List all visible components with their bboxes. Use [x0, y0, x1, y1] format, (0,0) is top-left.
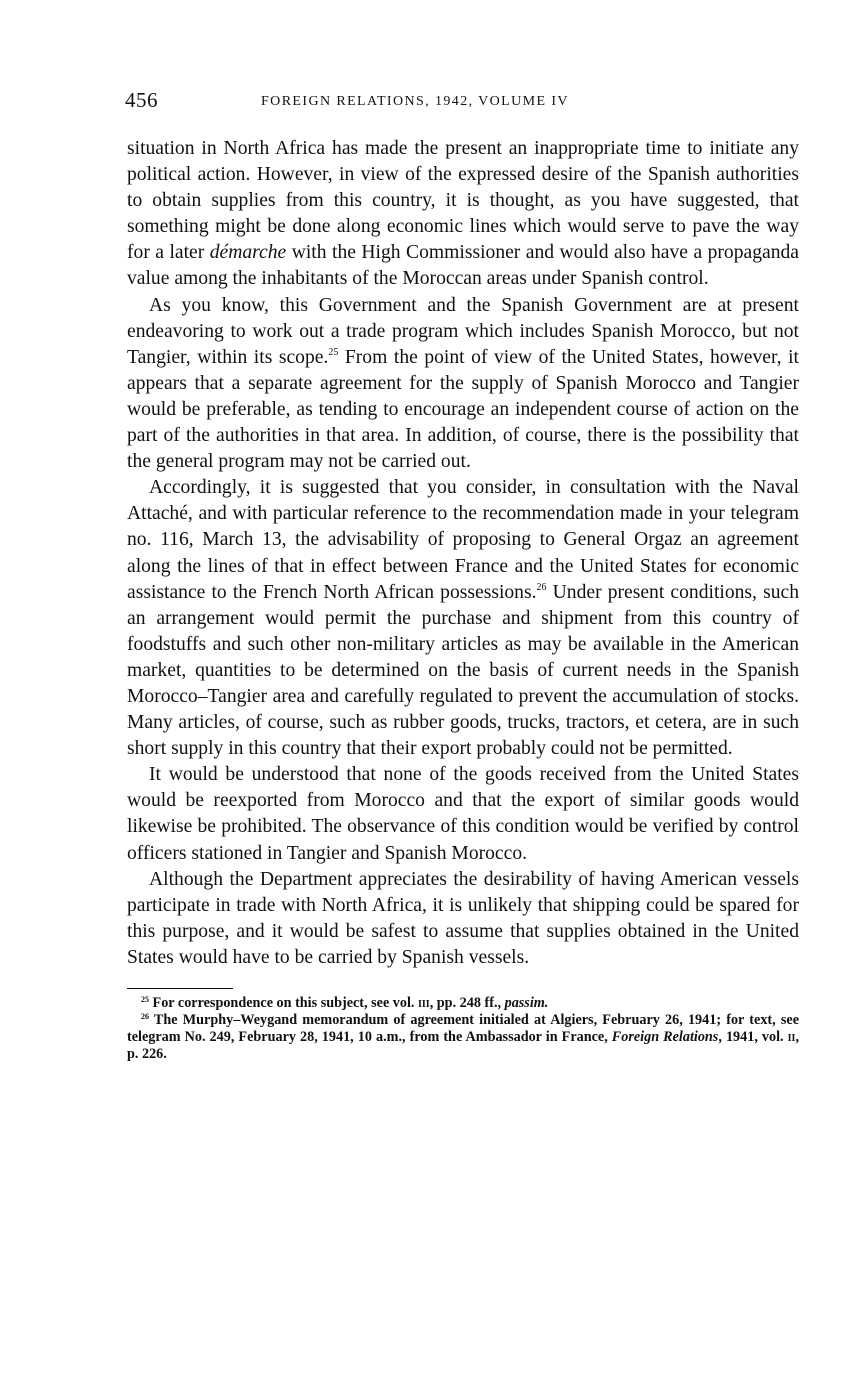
running-title: FOREIGN RELATIONS, 1942, VOLUME IV — [261, 94, 569, 109]
document-page — [127, 88, 799, 1063]
body-text — [127, 136, 799, 971]
paragraph-3: Accordingly, it is suggested that you consider, in consultation with the Naval Attaché, and with particular reference to the recommendation made in your telegram no. 116, March 13, the advisability of proposing to General Orgaz an agreement along the lines of that in effect between France and the United States for economic assistance to the French North African possessions.$^{26}$ Under present conditions, such an arrangement would permit the purchase and shipment from this country of foodstuffs and such other non-military articles as may be available in the American market, quantities to be determined on the basis of current needs in the Spanish Morocco–Tangier area and carefully regulated to prevent the accumulation of stocks. Many articles, of course, such as rubber goods, trucks, tractors, et cetera, are in such short supply in this country that their export probably could not be permitted. — [127, 477, 799, 760]
page-number: 456 — [125, 88, 158, 112]
footnotes — [127, 995, 799, 1063]
paragraph-2: As you know, this Government and the Spanish Government are at present endeavoring to work out a trade program which includes Spanish Morocco, but not Tangier, within its scope.$^{25}$ From the point of view of the United States, however, it appears that a separate agreement for the supply of Spanish Morocco and Tangier would be preferable, as tending to encourage an independent course of action on the part of the authorities in that area. In addition, of course, there is the possibility that the general program may not be carried out. — [127, 294, 799, 473]
paragraph-4: It would be understood that none of the goods received from the United States would be reexported from Morocco and that the export of similar goods would likewise be prohibited. The observance of this condition would be verified by control officers stationed in Tangier and Spanish Morocco. — [127, 764, 799, 864]
footnote-ref-26: 26 — [536, 581, 547, 593]
page-header — [127, 88, 799, 120]
footnote-ref-25: 25 — [328, 346, 339, 358]
emphasis-demarche: démarche — [209, 242, 287, 264]
footnote-divider — [127, 988, 233, 989]
paragraph-1: situation in North Africa has made the present an inappropriate time to initiate any political action. However, in view of the expressed desire of the Spanish authorities to obtain supplies from this country, it is thought, as you have suggested, that something might be done along economic lines which would serve to pave the way for a later démarche with the High Commissioner and would also have a propaganda value among the inhabitants of the Moroccan areas under Spanish control. — [127, 138, 799, 290]
footnote-25: $^{25}$ For correspondence on this subject, see vol. iii, pp. 248 ff., passim. — [141, 995, 549, 1011]
footnote-26: $^{26}$ The Murphy–Weygand memorandum of agreement initialed at Algiers, February 26, 1941; for text, see telegram No. 249, February 28, 1941, 10 a.m., from the Ambassador in France, Foreign Relations, 1941, vol. ii, p. 226. — [127, 1012, 799, 1062]
paragraph-5: Although the Department appreciates the desirability of having American vessels participate in trade with North Africa, it is unlikely that shipping could be spared for this purpose, and it would be safest to assume that supplies obtained in the United States would have to be carried by Spanish vessels. — [127, 868, 799, 968]
